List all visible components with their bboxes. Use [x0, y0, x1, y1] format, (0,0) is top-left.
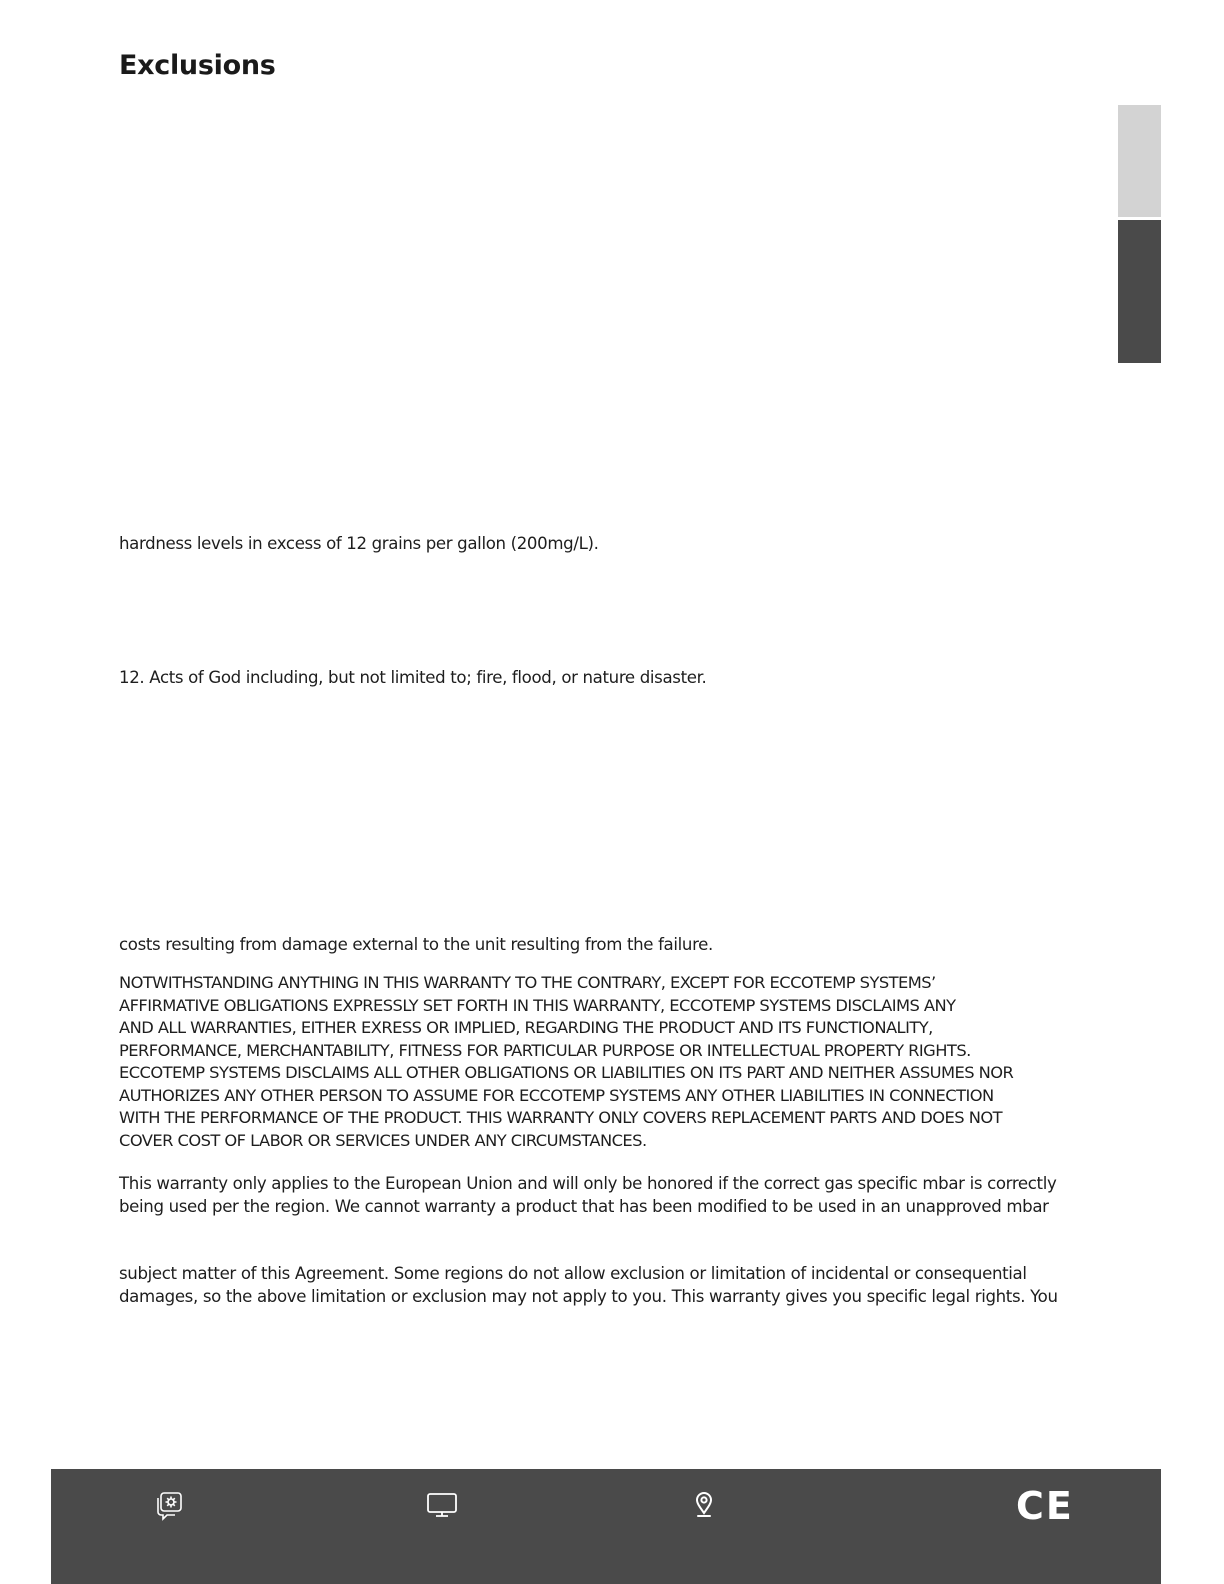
page-title: Exclusions: [119, 50, 276, 81]
paragraph-eu-region: [119, 1173, 1056, 1218]
text-line: This warranty only applies to the European Union and will only be honored if the correct gas specific mbar is correctly: [119, 1174, 1057, 1193]
text-line: ECCOTEMP SYSTEMS DISCLAIMS ALL OTHER OBLIGATIONS OR LIABILITIES ON ITS PART AND NEITHER ASSUMES NOR: [119, 1063, 1014, 1082]
text-line: being used per the region. We cannot warranty a product that has been modified to be used in an unapproved mbar: [119, 1196, 1049, 1216]
location-pin-icon: [693, 1491, 715, 1519]
text-line: subject matter of this Agreement. Some regions do not allow exclusion or limitation of incidental or consequential: [119, 1264, 1027, 1283]
paragraph-costs: costs resulting from damage external to the unit resulting from the failure.: [119, 935, 713, 954]
side-tab-dark: [1118, 220, 1161, 363]
paragraph-subject-matter: [119, 1263, 1058, 1308]
paragraph-acts-of-god: 12. Acts of God including, but not limited to; fire, flood, or nature disaster.: [119, 668, 707, 687]
text-line: AND ALL WARRANTIES, EITHER EXRESS OR IMPLIED, REGARDING THE PRODUCT AND ITS FUNCTIONALITY,: [119, 1018, 933, 1037]
text-line: damages, so the above limitation or exclusion may not apply to you. This warranty gives you specific legal rights. You: [119, 1286, 1058, 1306]
monitor-icon: [426, 1491, 458, 1519]
text-line: PERFORMANCE, MERCHANTABILITY, FITNESS FOR PARTICULAR PURPOSE OR INTELLECTUAL PROPERTY RIGHTS.: [119, 1040, 971, 1060]
ce-mark-icon: CE: [1016, 1484, 1074, 1528]
text-line: COVER COST OF LABOR OR SERVICES UNDER ANY CIRCUMSTANCES.: [119, 1130, 647, 1150]
text-line: AUTHORIZES ANY OTHER PERSON TO ASSUME FOR ECCOTEMP SYSTEMS ANY OTHER LIABILITIES IN CONNECTION: [119, 1085, 994, 1105]
text-line: NOTWITHSTANDING ANYTHING IN THIS WARRANTY TO THE CONTRARY, EXCEPT FOR ECCOTEMP SYSTEMS’: [119, 973, 936, 992]
footer-bar: [51, 1469, 1161, 1584]
text-line: AFFIRMATIVE OBLIGATIONS EXPRESSLY SET FORTH IN THIS WARRANTY, ECCOTEMP SYSTEMS DISCLAIMS ANY: [119, 995, 956, 1015]
support-chat-icon: [155, 1491, 183, 1521]
side-tab-light: [1118, 105, 1161, 217]
text-line: WITH THE PERFORMANCE OF THE PRODUCT. THIS WARRANTY ONLY COVERS REPLACEMENT PARTS AND DOES NOT: [119, 1108, 1002, 1127]
paragraph-hardness: hardness levels in excess of 12 grains per gallon (200mg/L).: [119, 534, 599, 553]
paragraph-notwithstanding: [119, 972, 1013, 1152]
